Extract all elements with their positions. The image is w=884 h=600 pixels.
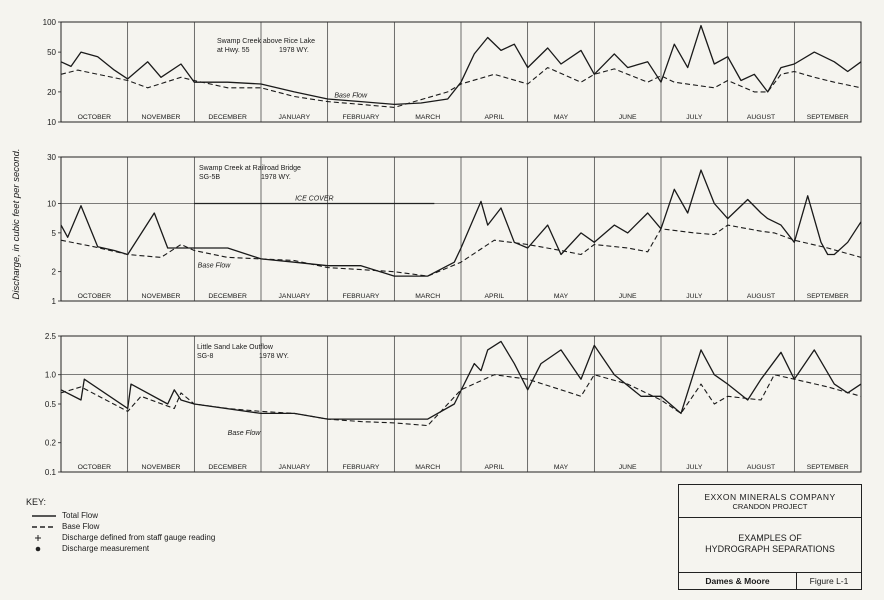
month-label: FEBRUARY [342, 293, 380, 300]
month-label: DECEMBER [208, 464, 247, 471]
y-tick-label: 0.2 [44, 438, 56, 448]
month-label: FEBRUARY [342, 464, 380, 471]
month-label: JULY [686, 114, 703, 121]
month-label: JANUARY [278, 293, 311, 300]
chart-title-line: 1978 WY. [279, 47, 309, 54]
chart-title-line: Little Sand Lake Outflow [197, 344, 273, 351]
month-label: JANUARY [278, 464, 311, 471]
key-item-staff-gauge [26, 532, 326, 543]
y-tick-label: 0.1 [44, 468, 56, 477]
y-tick-label: 2 [51, 267, 56, 277]
month-label: MARCH [415, 464, 441, 471]
month-label: MAY [553, 464, 569, 471]
month-label: APRIL [484, 464, 505, 471]
annotation-label: Base Flow [334, 92, 368, 100]
y-tick-label: 100 [42, 18, 56, 27]
y-tick-label: 1 [51, 297, 56, 306]
title-block-header [679, 485, 861, 518]
key-legend [26, 496, 326, 554]
figure-title-line2: HYDROGRAPH SEPARATIONS [705, 544, 835, 554]
chart-title-line: Swamp Creek above Rice Lake [217, 38, 316, 45]
key-item-measurement [26, 543, 326, 554]
firm-name: Dames & Moore [679, 573, 797, 590]
company-name: EXXON MINERALS COMPANY [704, 492, 836, 502]
month-label: JUNE [618, 293, 637, 300]
y-tick-label: 10 [47, 199, 56, 209]
month-label: APRIL [484, 114, 505, 121]
month-label: SEPTEMBER [806, 114, 849, 121]
y-tick-label: 1.0 [44, 370, 56, 380]
plus-icon [30, 532, 58, 543]
month-label: JULY [686, 293, 703, 300]
month-label: JANUARY [278, 114, 311, 121]
figure-title [679, 518, 861, 572]
month-label: OCTOBER [77, 464, 112, 471]
key-label: Base Flow [62, 522, 100, 531]
month-label: AUGUST [746, 293, 776, 300]
month-label: AUGUST [746, 464, 776, 471]
figure-title-line1: EXAMPLES OF [738, 533, 802, 543]
y-tick-label: 5 [51, 228, 56, 238]
month-label: JUNE [618, 464, 637, 471]
y-tick-label: 10 [47, 118, 56, 127]
month-label: DECEMBER [208, 293, 247, 300]
month-label: MARCH [415, 293, 441, 300]
key-label: Discharge measurement [62, 544, 150, 553]
title-block [678, 484, 862, 590]
month-label: SEPTEMBER [806, 293, 849, 300]
chart-title-line: SG-8 [197, 353, 214, 360]
annotation-label: Base Flow [197, 262, 231, 270]
chart-title-line: 1978 WY. [261, 174, 291, 181]
month-label: AUGUST [746, 114, 776, 121]
month-label: JULY [686, 464, 703, 471]
key-label: Total Flow [62, 511, 99, 520]
chart-title-line: at Hwy. 55 [217, 47, 250, 54]
solid-line-icon [30, 510, 58, 521]
month-label: APRIL [484, 293, 505, 300]
key-label: Discharge defined from staff gauge reading [62, 533, 216, 542]
key-item-total-flow [26, 510, 326, 521]
y-tick-label: 50 [47, 48, 56, 58]
chart-title-line: Swamp Creek at Railroad Bridge [199, 165, 301, 172]
annotation-label: Base Flow [227, 430, 261, 438]
y-tick-label: 20 [47, 87, 56, 97]
dashed-line-icon [30, 521, 58, 532]
month-label: OCTOBER [77, 114, 112, 121]
month-label: NOVEMBER [141, 464, 181, 471]
month-label: NOVEMBER [141, 293, 181, 300]
y-tick-label: 2.5 [44, 332, 56, 341]
month-label: MAY [553, 114, 569, 121]
month-label: DECEMBER [208, 114, 247, 121]
month-label: NOVEMBER [141, 114, 181, 121]
dot-icon [30, 543, 58, 554]
title-block-footer [679, 572, 861, 590]
month-label: MARCH [415, 114, 441, 121]
month-label: OCTOBER [77, 293, 112, 300]
month-label: MAY [553, 293, 569, 300]
month-label: JUNE [618, 114, 637, 121]
y-tick-label: 0.5 [44, 400, 56, 409]
project-name: CRANDON PROJECT [732, 502, 808, 511]
y-tick-label: 30 [47, 153, 56, 162]
month-label: SEPTEMBER [806, 464, 849, 471]
chart-title-line: 1978 WY. [259, 353, 289, 360]
month-label: FEBRUARY [342, 114, 380, 121]
chart-title-line: SG-5B [199, 174, 221, 181]
annotation-label: ICE COVER [295, 195, 334, 203]
y-axis-label: Discharge, in cubic feet per second. [11, 148, 22, 300]
figure-number: Figure L-1 [809, 576, 849, 586]
key-title: KEY: [26, 497, 47, 507]
key-item-base-flow [26, 521, 326, 532]
